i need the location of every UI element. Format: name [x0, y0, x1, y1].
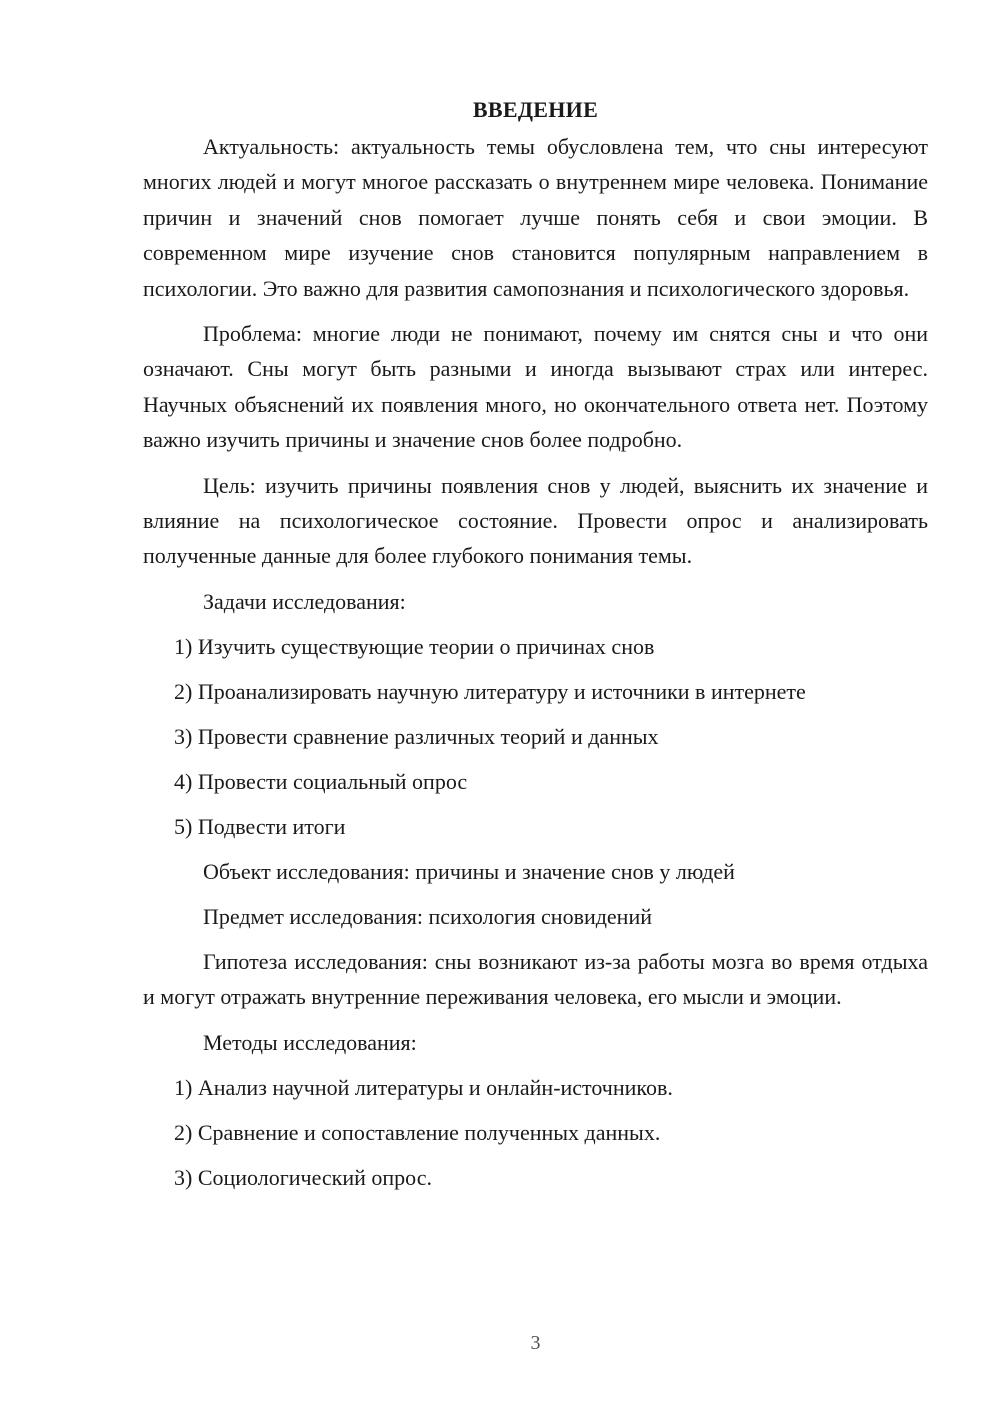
goal-paragraph: Цель: изучить причины появления снов у людей, выяснить их значение и влияние на психологическое состояние. Провести опрос и анализировать полученные данные для более глубокого понимания темы. — [143, 472, 928, 569]
relevance-paragraph: Актуальность: актуальность темы обусловлена тем, что сны интересуют многих людей и могут многое рассказать о внутреннем мире человека. Понимание причин и значений снов помогает лучше понять себя и свои эмоции. В современном мире изучение снов становится популярным направлением в психологии. Это важно для развития самопознания и психологического здоровья. — [143, 134, 928, 301]
document-page — [143, 95, 928, 1205]
section-title: ВВЕДЕНИЕ — [472, 97, 599, 122]
research-subject: Предмет исследования: психология сновидений — [203, 903, 653, 929]
task-item: 1) Изучить существующие теории о причинах снов — [174, 633, 655, 659]
task-item: 2) Проанализировать научную литературу и источники в интернете — [174, 678, 806, 704]
methods-heading: Методы исследования: — [203, 1029, 417, 1055]
task-item: 3) Провести сравнение различных теорий и данных — [174, 723, 659, 749]
page-number: 3 — [530, 1332, 541, 1354]
task-item: 5) Подвести итоги — [174, 813, 346, 839]
research-object: Объект исследования: причины и значение снов у людей — [203, 858, 735, 884]
method-item: 3) Социологический опрос. — [174, 1164, 432, 1190]
task-item: 4) Провести социальный опрос — [174, 768, 468, 794]
hypothesis-paragraph: Гипотеза исследования: сны возникают из-за работы мозга во время отдыха и могут отражать внутренние переживания человека, его мысли и эмоции. — [143, 948, 928, 1010]
tasks-heading: Задачи исследования: — [203, 588, 406, 614]
method-item: 2) Сравнение и сопоставление полученных данных. — [174, 1119, 661, 1145]
problem-paragraph: Проблема: многие люди не понимают, почему им снятся сны и что они означают. Сны могут быть разными и иногда вызывают страх или интерес. Научных объяснений их появления много, но окончательного ответа нет. Поэтому важно изучить причины и значение снов более подробно. — [143, 321, 928, 453]
method-item: 1) Анализ научной литературы и онлайн-источников. — [174, 1074, 673, 1100]
